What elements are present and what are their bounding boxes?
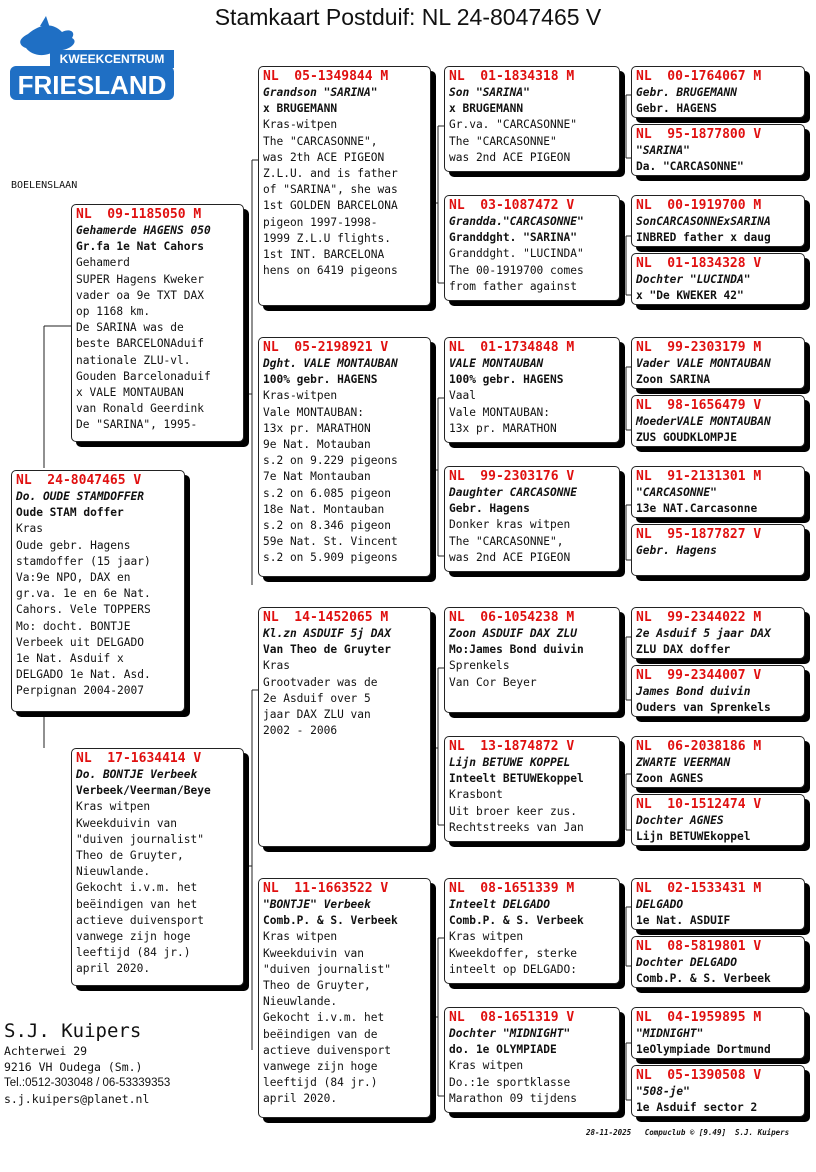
pigeon-name: Dochter AGNES <box>636 814 724 827</box>
pigeon-card-fmm[interactable] <box>444 466 620 572</box>
info-line: SUPER Hagens Kweker <box>76 272 204 286</box>
pigeon-subtitle: Van Theo de Gruyter <box>263 643 391 657</box>
info-line: Kweekduivin van <box>76 816 178 830</box>
svg-text:FRIESLAND: FRIESLAND <box>17 70 167 100</box>
info-line: april 2020. <box>263 1092 338 1106</box>
pigeon-name: Lijn BETUWE KOPPEL <box>449 756 571 769</box>
info-line: Kras-witpen <box>263 118 338 132</box>
info-line: Oude gebr. Hagens <box>16 538 131 552</box>
info-line: Verbeek uit DELGADO <box>16 635 144 649</box>
info-line: jaar DAX ZLU van <box>263 708 371 722</box>
info-line: Gouden Barcelonaduif <box>76 369 211 383</box>
pigeon-card-fff[interactable] <box>444 66 620 172</box>
info-line: Vaal <box>449 389 476 403</box>
ring-number: NL 08-5819801 V <box>636 939 762 954</box>
info-line: The "CARCASONNE" <box>449 134 557 148</box>
info-line: Uit broer keer zus. <box>449 804 577 818</box>
info-line: was 2nd ACE PIGEON <box>449 550 571 564</box>
pigeon-name: ZWARTE VEERMAN <box>636 756 731 769</box>
info-line: 9e Nat. Motauban <box>263 438 371 452</box>
info-line: Van Cor Beyer <box>449 675 537 689</box>
info-line: s.2 on 9.229 pigeons <box>263 454 398 468</box>
pigeon-card-mfm[interactable] <box>444 736 620 842</box>
pigeon-subtitle: do. 1e OLYMPIADE <box>449 1043 557 1057</box>
pigeon-subtitle: 1e Nat. ASDUIF <box>636 914 731 928</box>
ring-number: NL 99-2344022 M <box>636 610 762 625</box>
ring-number: NL 08-1651339 M <box>449 881 575 896</box>
pigeon-card-g4[interactable] <box>631 253 805 305</box>
info-line: Gekocht i.v.m. het <box>76 881 198 895</box>
info-line: Nieuwlande. <box>76 865 151 879</box>
info-line: was 2nd ACE PIGEON <box>449 150 571 164</box>
info-line: Sprenkels <box>449 659 510 673</box>
info-line: pigeon 1997-1998- <box>263 215 378 229</box>
pigeon-card-mf[interactable] <box>258 607 431 847</box>
pigeon-name: Do. OUDE STAMDOFFER <box>16 490 144 503</box>
ring-number: NL 99-2303176 V <box>449 469 575 484</box>
pigeon-card-g8[interactable] <box>631 524 805 576</box>
pigeon-card-father[interactable] <box>71 204 244 442</box>
pigeon-name: "CARCASONNE" <box>636 486 717 499</box>
pigeon-card-g5[interactable] <box>631 337 805 389</box>
info-line: 13x pr. MARATHON <box>263 421 371 435</box>
pigeon-name: Daughter CARCASONNE <box>449 486 577 499</box>
info-line: Kras witpen <box>76 800 151 814</box>
pigeon-name: Do. BONTJE Verbeek <box>76 768 198 781</box>
pigeon-card-g12[interactable] <box>631 794 805 846</box>
pigeon-name: Dochter "MIDNIGHT" <box>449 1027 571 1040</box>
pigeon-name: Dght. VALE MONTAUBAN <box>263 357 398 370</box>
info-line: 7e Nat Montauban <box>263 470 371 484</box>
info-line: Theo de Gruyter, <box>76 849 184 863</box>
pigeon-name: Vader VALE MONTAUBAN <box>636 357 771 370</box>
pigeon-name: Dochter DELGADO <box>636 956 738 969</box>
pigeon-subtitle: 100% gebr. HAGENS <box>449 373 564 387</box>
info-line: 1e Nat. Asduif x <box>16 652 124 666</box>
pigeon-name: Gebr. BRUGEMANN <box>636 86 738 99</box>
pigeon-card-g6[interactable] <box>631 395 805 447</box>
info-line: Donker kras witpen <box>449 518 571 532</box>
pigeon-card-ff[interactable] <box>258 66 431 306</box>
pigeon-subtitle: Comb.P. & S. Verbeek <box>449 914 584 928</box>
info-line: s.2 on 5.909 pigeons <box>263 551 398 565</box>
pigeon-name: "SARINA" <box>636 144 690 157</box>
pigeon-name: Granddа."CARCASONNE" <box>449 215 584 228</box>
pigeon-name: Grandson "SARINA" <box>263 86 378 99</box>
info-line: beëindigen van de <box>263 1027 378 1041</box>
info-line: DELGADO 1e Nat. Asd. <box>16 668 151 682</box>
pigeon-subtitle: ZLU DAX doffer <box>636 643 731 657</box>
ring-number: NL 95-1877800 V <box>636 127 762 142</box>
info-line: inteelt op DELGADO: <box>449 962 577 976</box>
svg-text:KWEEKCENTRUM: KWEEKCENTRUM <box>59 52 165 66</box>
info-line: 2e Asduif over 5 <box>263 691 371 705</box>
pigeon-card-mm[interactable] <box>258 878 431 1118</box>
info-line: Marathon 09 tijdens <box>449 1091 577 1105</box>
pigeon-subtitle: Granddght. "SARINA" <box>449 231 577 245</box>
pigeon-subtitle: x "De KWEKER 42" <box>636 289 744 303</box>
info-line: s.2 on 8.346 pigeon <box>263 519 391 533</box>
pigeon-card-g7[interactable] <box>631 466 805 518</box>
ring-number: NL 99-2344007 V <box>636 668 762 683</box>
info-line: Krasbont <box>449 788 503 802</box>
ring-number: NL 11-1663522 V <box>263 881 389 896</box>
ring-number: NL 99-2303179 M <box>636 340 762 355</box>
info-line: Kweekdoffer, sterke <box>449 946 577 960</box>
owner-name: S.J. Kuipers <box>4 1020 142 1042</box>
pigeon-name: Dochter "LUCINDA" <box>636 273 751 286</box>
pigeon-card-fm[interactable] <box>258 337 431 577</box>
ring-number: NL 13-1874872 V <box>449 739 575 754</box>
pigeon-name: James Bond duivin <box>636 685 751 698</box>
pigeon-subtitle: Comb.P. & S. Verbeek <box>636 972 771 986</box>
info-line: 1999 Z.L.U flights. <box>263 231 391 245</box>
info-line: vader oa 9e TXT DAX <box>76 288 204 302</box>
info-line: Kras witpen <box>449 930 524 944</box>
pigeon-name: "MIDNIGHT" <box>636 1027 704 1040</box>
info-line: Gekocht i.v.m. het <box>263 1011 385 1025</box>
ring-number: NL 05-1390508 V <box>636 1068 762 1083</box>
ring-number: NL 01-1834328 V <box>636 256 762 271</box>
pigeon-card-mmf[interactable] <box>444 878 620 984</box>
pigeon-subtitle: Comb.P. & S. Verbeek <box>263 914 398 928</box>
info-line: hens on 6419 pigeons <box>263 264 398 278</box>
ring-number: NL 24-8047465 V <box>16 473 142 488</box>
pigeon-subtitle: Lijn BETUWEkoppel <box>636 830 751 844</box>
pigeon-subtitle: x BRUGEMANN <box>263 102 338 116</box>
pigeon-subtitle: 1e Asduif sector 2 <box>636 1101 758 1115</box>
info-line: 13x pr. MARATHON <box>449 421 557 435</box>
pigeon-subtitle: Mo:James Bond duivin <box>449 643 584 657</box>
footer-credits: 28-11-2025 Compuclub © [9.49] S.J. Kuipers <box>586 1128 790 1137</box>
pigeon-subtitle: Inteelt BETUWEkoppel <box>449 772 584 786</box>
ring-number: NL 14-1452065 M <box>263 610 389 625</box>
info-line: 2002 - 2006 <box>263 724 338 738</box>
ring-number: NL 95-1877827 V <box>636 527 762 542</box>
ring-number: NL 05-1349844 M <box>263 69 389 84</box>
ring-number: NL 10-1512474 V <box>636 797 762 812</box>
ring-number: NL 02-1533431 M <box>636 881 762 896</box>
pigeon-name: Zoon ASDUIF DAX ZLU <box>449 627 577 640</box>
pigeon-card-g10[interactable] <box>631 665 805 717</box>
info-line: was 2th ACE PIGEON <box>263 150 385 164</box>
info-line: 1st INT. BARCELONA <box>263 248 385 262</box>
info-line: vanwege zijn hoge <box>76 930 191 944</box>
pigeon-subtitle: Ouders van Sprenkels <box>636 701 771 715</box>
info-line: Theo de Gruyter, <box>263 979 371 993</box>
pigeon-subtitle: Da. "CARCASONNE" <box>636 160 744 174</box>
info-line: Kras witpen <box>449 1059 524 1073</box>
pigeon-subtitle: Gebr. HAGENS <box>636 102 717 116</box>
pigeon-name: Kl.zn ASDUIF 5j DAX <box>263 627 391 640</box>
pigeon-card-g2[interactable] <box>631 124 805 176</box>
pigeon-card-g13[interactable] <box>631 878 805 930</box>
info-line: gr.va. 1e en 6e Nat. <box>16 587 151 601</box>
info-line: Kras-witpen <box>263 389 338 403</box>
info-line: The "CARCASONNE", <box>263 134 378 148</box>
pigeon-name: VALE MONTAUBAN <box>449 357 544 370</box>
ring-number: NL 04-1959895 M <box>636 1010 762 1025</box>
info-line: 1st GOLDEN BARCELONA <box>263 199 398 213</box>
pigeon-card-g15[interactable] <box>631 1007 805 1059</box>
info-line: from father against <box>449 279 577 293</box>
pigeon-card-ffm[interactable] <box>444 195 620 301</box>
info-line: beëindigen van het <box>76 897 198 911</box>
info-line: 59e Nat. St. Vincent <box>263 535 398 549</box>
pigeon-subtitle: Oude STAM doffer <box>16 506 124 520</box>
ring-number: NL 03-1087472 V <box>449 198 575 213</box>
pigeon-name: DELGADO <box>636 898 684 911</box>
info-line: Do.:1e sportklasse <box>449 1075 571 1089</box>
pigeon-name: "508-je" <box>636 1085 690 1098</box>
info-line: Vale MONTAUBAN: <box>263 405 365 419</box>
pigeon-card-mother[interactable] <box>71 748 244 986</box>
owner-email[interactable]: s.j.kuipers@planet.nl <box>4 1092 150 1106</box>
info-line: Gehamerd <box>76 256 130 270</box>
pigeon-name: Gebr. Hagens <box>636 544 717 557</box>
pigeon-card-g14[interactable] <box>631 936 805 988</box>
pigeon-subtitle: Gebr. Hagens <box>449 502 530 516</box>
pigeon-card-mmm[interactable] <box>444 1007 620 1113</box>
info-line: Mo: docht. BONTJE <box>16 619 131 633</box>
pigeon-subtitle: ZUS GOUDKLOMPJE <box>636 431 738 445</box>
info-line: actieve duivensport <box>76 913 204 927</box>
ring-number: NL 01-1734848 M <box>449 340 575 355</box>
info-line: Kras <box>16 522 43 536</box>
info-line: The "CARCASONNE", <box>449 534 564 548</box>
pigeon-name: SonCARCASONNExSARINA <box>636 215 771 228</box>
info-line: Kras witpen <box>263 930 338 944</box>
ring-number: NL 00-1919700 M <box>636 198 762 213</box>
ring-number: NL 09-1185050 M <box>76 207 202 222</box>
pigeon-card-g3[interactable] <box>631 195 805 247</box>
info-line: Vale MONTAUBAN: <box>449 405 551 419</box>
ring-number: NL 17-1634414 V <box>76 751 202 766</box>
ring-number: NL 06-2038186 M <box>636 739 762 754</box>
info-line: "duiven journalist" <box>76 832 204 846</box>
info-line: The 00-1919700 comes <box>449 263 584 277</box>
pigeon-card-g11[interactable] <box>631 736 805 788</box>
info-line: op 1168 km. <box>76 305 151 319</box>
info-line: Granddght. "LUCINDA" <box>449 247 584 261</box>
info-line: Perpignan 2004-2007 <box>16 684 144 698</box>
pigeon-subtitle: Verbeek/Veerman/Beye <box>76 784 211 798</box>
info-line: van Ronald Geerdink <box>76 402 204 416</box>
pigeon-subtitle: 1eOlympiade Dortmund <box>636 1043 771 1057</box>
info-line: Kweekduivin van <box>263 946 365 960</box>
pigeon-subtitle: x BRUGEMANN <box>449 102 524 116</box>
pigeon-name: "BONTJE" Verbeek <box>263 898 371 911</box>
pigeon-card-mff[interactable] <box>444 607 620 713</box>
pigeon-card-g9[interactable] <box>631 607 805 659</box>
info-line: Cahors. Vele TOPPERS <box>16 603 151 617</box>
pigeon-name: Inteelt DELGADO <box>449 898 551 911</box>
info-line: Nieuwlande. <box>263 995 338 1009</box>
ring-number: NL 91-2131301 M <box>636 469 762 484</box>
info-line: Z.L.U. and is father <box>263 167 398 181</box>
info-line: x VALE MONTAUBAN <box>76 386 184 400</box>
ring-number: NL 00-1764067 M <box>636 69 762 84</box>
info-line: actieve duivensport <box>263 1043 391 1057</box>
pigeon-name: 2e Asduif 5 jaar DAX <box>636 627 771 640</box>
info-line: vanwege zijn hoge <box>263 1060 378 1074</box>
pigeon-card-g1[interactable] <box>631 66 805 118</box>
page-title: Stamkaart Postduif: NL 24-8047465 V <box>214 4 602 30</box>
info-line: "duiven journalist" <box>263 962 391 976</box>
ring-number: NL 08-1651319 V <box>449 1010 575 1025</box>
pigeon-card-fmf[interactable] <box>444 337 620 443</box>
pigeon-subtitle: Zoon AGNES <box>636 772 704 786</box>
info-line: april 2020. <box>76 962 151 976</box>
ring-number: NL 06-1054238 M <box>449 610 575 625</box>
pigeon-subtitle: INBRED father x daug <box>636 231 771 245</box>
info-line: of "SARINA", she was <box>263 183 398 197</box>
info-line: leeftijd (84 jr.) <box>263 1076 378 1090</box>
pigeon-subtitle: 100% gebr. HAGENS <box>263 373 378 387</box>
info-line: Grootvader was de <box>263 675 378 689</box>
info-line: leeftijd (84 jr.) <box>76 946 191 960</box>
pigeon-subtitle: Gr.fa 1e Nat Cahors <box>76 240 204 254</box>
pigeon-card-g16[interactable] <box>631 1065 805 1117</box>
ring-number: NL 05-2198921 V <box>263 340 389 355</box>
info-line: Va:9e NPO, DAX en <box>16 571 131 585</box>
info-line: nationale ZLU-vl. <box>76 353 191 367</box>
info-line: Kras <box>263 659 290 673</box>
info-line: 18e Nat. Montauban <box>263 502 385 516</box>
pigeon-card-subject[interactable] <box>11 470 185 712</box>
pigeon-name: Gehamerde HAGENS 050 <box>76 224 211 237</box>
info-line: s.2 on 6.085 pigeon <box>263 486 391 500</box>
owner-address: Achterwei 29 <box>4 1044 88 1058</box>
info-line: De SARINA was de <box>76 321 184 335</box>
pigeon-subtitle: 13e NAT.Carcasonne <box>636 502 758 516</box>
ring-number: NL 01-1834318 M <box>449 69 575 84</box>
info-line: Gr.va. "CARCASONNE" <box>449 118 577 132</box>
info-line: Rechtstreeks van Jan <box>449 820 584 834</box>
pigeon-name: Son "SARINA" <box>449 86 530 99</box>
info-line: De "SARINA", 1995- <box>76 418 198 432</box>
info-line: beste BARCELONAduif <box>76 337 204 351</box>
ring-number: NL 98-1656479 V <box>636 398 762 413</box>
owner-city: 9216 VH Oudega (Sm.) <box>4 1060 143 1074</box>
pigeon-subtitle: Zoon SARINA <box>636 373 711 387</box>
owner-info <box>4 1019 170 1107</box>
pigeon-name: MoederVALE MONTAUBAN <box>636 415 771 428</box>
loft-name: BOELENSLAAN <box>11 180 78 191</box>
owner-phone: Tel.:0512-303048 / 06-53339353 <box>4 1077 171 1089</box>
info-line: stamdoffer (15 jaar) <box>16 554 151 568</box>
